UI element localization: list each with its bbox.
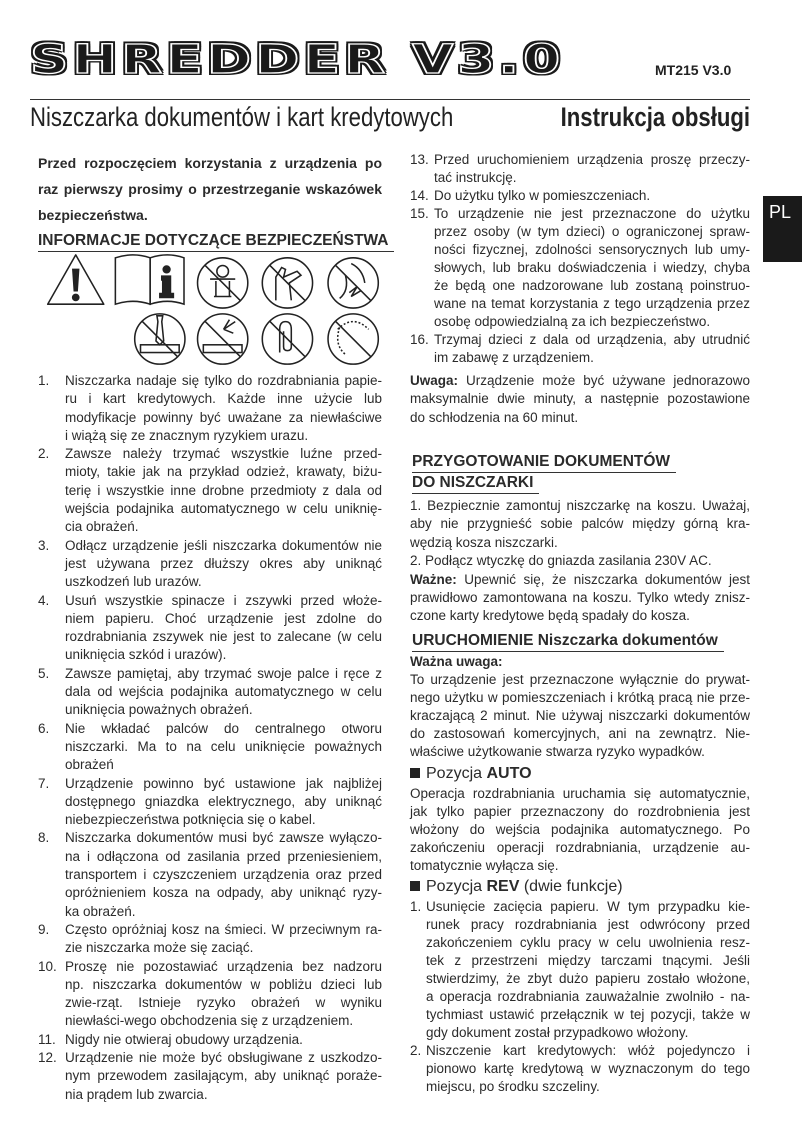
safety-icons <box>38 252 388 368</box>
line-text: dala od wejścia podajnika automatycznego w celu <box>65 684 382 700</box>
text-line <box>410 589 750 607</box>
startup-section <box>410 653 750 761</box>
line-text: Często opróżniaj kosz na śmieci. W przeciwnym ra- <box>65 921 382 937</box>
rev-mode-heading <box>410 877 623 897</box>
line-text: niebezpieczeństwa potknięcia się o kabel. <box>65 812 316 828</box>
text-line <box>434 331 750 349</box>
text-line <box>410 689 750 707</box>
line-text: niem papieru. Choć urządzenie jest zdolne do <box>65 610 382 626</box>
safety-list <box>38 372 382 1104</box>
text-line <box>65 628 382 646</box>
safety-heading <box>38 231 394 252</box>
line-text: ru i kart kredytowych. Każde inne użycie lub <box>65 391 382 407</box>
line-text: niewłaści-wego obchodzenia się z urządzeniem. <box>65 1013 354 1029</box>
line-text: tychmiast ustawić przełącznik w tej pozycji, także w <box>426 1007 750 1022</box>
text-line <box>65 1031 382 1049</box>
line-text: niszczarki. Ma to na celu uniknięcie poważnych <box>65 738 382 754</box>
list-item <box>410 1042 750 1096</box>
line-text: aby nie przygnieść sobie palców między górną kra- <box>410 516 750 532</box>
item-number: 2. <box>38 446 50 462</box>
item-number: 10. <box>38 958 57 974</box>
text-line <box>410 671 750 689</box>
heading-line <box>412 452 676 473</box>
line-text: 2. Podłącz wtyczkę do gniazda zasilania 230V AC. <box>410 553 712 569</box>
list-item <box>38 958 382 1031</box>
text-line <box>434 223 750 241</box>
text-line <box>410 839 750 857</box>
item-number: 11. <box>38 1031 56 1047</box>
text-line <box>434 349 750 367</box>
text-line <box>65 829 382 847</box>
item-number: 5. <box>38 665 50 681</box>
item-text <box>65 537 382 592</box>
line-text: Nie wkładać palców do centralnego otworu <box>65 720 382 736</box>
bullet-square-icon <box>410 768 420 778</box>
text-line <box>65 994 382 1012</box>
text-line <box>426 934 750 952</box>
text-line <box>65 610 382 628</box>
text-line <box>65 463 382 481</box>
text-line <box>426 988 750 1006</box>
line-text: raz pierwszy prosimy o przestrzeganie wskazówek <box>38 181 382 197</box>
line-text: Trzymaj dzieci z dala od urządzenia, aby utrudnić <box>434 332 750 347</box>
line-text: do zastosowań komercyjnych, ani na zewnątrz. Nie- <box>410 726 750 741</box>
no-children-icon <box>198 258 248 308</box>
text-line <box>426 1006 750 1024</box>
line-text: runek pracy rozdrabniania jest odwrócony przed <box>426 917 750 932</box>
rev-keyword: REV <box>486 878 520 895</box>
preparation-steps <box>410 497 750 626</box>
line-text: Upewnić się, że niszczarka dokumentów jest <box>464 571 750 587</box>
list-item <box>38 829 382 920</box>
text-line <box>426 1024 750 1042</box>
line-text: np. niszczarka dokumentów w pobliżu dzieci lub <box>65 976 382 992</box>
text-line <box>434 205 750 223</box>
line-text: modyfikacje powinny być uważane za niewłaściwe <box>65 409 382 425</box>
model-number: MT215 V3.0 <box>655 62 732 78</box>
line-text: Odłącz urządzenie jeśli niszczarka dokumentów nie <box>65 537 382 553</box>
note-label: Ważne: <box>410 571 457 587</box>
text-line <box>65 482 382 500</box>
line-text: Proszę nie pozostawiać urządzenia bez nadzoru <box>65 958 382 974</box>
line-text: To urządzenie nie jest przeznaczone do użytku <box>434 206 750 221</box>
text-line <box>65 958 382 976</box>
line-text: tomatycznie wyłącza się. <box>410 858 559 873</box>
heading-text: PRZYGOTOWANIE DOKUMENTÓW <box>412 452 676 473</box>
rev-prefix: Pozycja <box>426 878 483 895</box>
text-line <box>410 409 750 427</box>
startup-heading-text: URUCHOMIENIE Niszczarka dokumentów <box>412 631 724 652</box>
text-line <box>65 848 382 866</box>
text-line <box>434 277 750 295</box>
item-text <box>65 372 382 445</box>
line-text: dostępnego gniazdka elektrycznego, aby uniknąć <box>65 793 382 809</box>
text-line <box>410 607 750 625</box>
line-text: a operacja rozdrabniania zauważalnie zwolniło - na- <box>426 989 750 1004</box>
text-line <box>410 857 750 875</box>
text-line <box>65 573 382 591</box>
line-text: Przed rozpoczęciem korzystania z urządzenia po <box>38 155 382 171</box>
note-label: Uwaga: <box>410 373 459 388</box>
text-line <box>65 866 382 884</box>
line-text: Nigdy nie otwieraj obudowy urządzenia. <box>65 1031 303 1047</box>
text-line <box>65 775 382 793</box>
item-text <box>65 829 382 920</box>
line-text: wędzią kosza niszczarki. <box>410 534 558 550</box>
text-line <box>65 372 382 390</box>
list-item <box>410 187 750 205</box>
line-text: Niszczarka nadaje się tylko do rozdrabniania papie- <box>65 373 382 388</box>
line-text: właściwe użytkowanie stwarza ryzyko wypadków. <box>410 744 705 759</box>
line-text: Operacja rozdrabniania uruchamia się automatycznie, <box>410 786 750 801</box>
text-line <box>426 1078 750 1096</box>
text-line <box>65 921 382 939</box>
item-number: 15. <box>410 206 429 221</box>
text-line <box>410 515 750 533</box>
text-line <box>38 202 382 228</box>
line-text: transportem i czyszczeniem urządzenia oraz przed <box>65 867 382 883</box>
text-line <box>410 803 750 821</box>
safety-heading-text: INFORMACJE DOTYCZĄCE BEZPIECZEŃSTWA <box>38 231 394 252</box>
line-text: ności fizycznej, zdolności sensorycznych lub umy- <box>434 242 750 257</box>
text-line <box>65 939 382 957</box>
line-text: zakończeniu operacji rozdrabniania, urządzenie au- <box>410 840 750 855</box>
usage-note <box>410 372 750 427</box>
text-line <box>38 176 382 202</box>
text-line <box>410 707 750 725</box>
text-line <box>434 187 750 205</box>
list-item <box>38 1031 382 1049</box>
text-line <box>410 571 750 589</box>
text-line <box>410 725 750 743</box>
text-line <box>65 738 382 756</box>
text-line <box>65 665 382 683</box>
item-number: 16. <box>410 332 429 347</box>
no-paperclips-icon <box>262 314 312 364</box>
line-text: Przed uruchomieniem urządzenia proszę przeczy- <box>434 152 750 167</box>
no-aerosol-icon <box>198 314 248 364</box>
item-number: 14. <box>410 188 429 203</box>
item-number: 7. <box>38 775 50 791</box>
rev-mode-list <box>410 898 750 1096</box>
text-line <box>410 552 750 570</box>
line-text: zie niszczarka może się zaciąć. <box>65 940 254 956</box>
auto-mode-heading <box>410 764 532 784</box>
rev-suffix: (dwie funkcje) <box>523 878 623 895</box>
item-text <box>426 898 750 1042</box>
item-text <box>434 331 750 367</box>
text-line <box>434 169 750 187</box>
text-line <box>65 1086 382 1104</box>
text-line <box>65 445 382 463</box>
item-number: 4. <box>38 592 50 608</box>
text-line <box>65 903 382 921</box>
line-text: maksymalnie dwie minuty, a następnie pozostawione <box>410 391 750 407</box>
line-text: osobę odpowiedzialną za ich bezpieczeństwo. <box>434 314 711 329</box>
text-line <box>65 518 382 536</box>
line-text: kraczającą 2 minut. Nie używaj niszczarki dokumentów <box>410 708 750 723</box>
list-item <box>410 205 750 331</box>
item-text <box>65 1031 382 1049</box>
list-item <box>38 537 382 592</box>
item-text <box>434 187 750 205</box>
text-line <box>65 409 382 427</box>
line-text: Zawsze należy trzymać wszystkie luźne przed- <box>65 446 382 462</box>
text-line <box>410 785 750 803</box>
text-line <box>426 898 750 916</box>
no-long-hair-icon <box>328 258 378 308</box>
text-line <box>65 1012 382 1030</box>
line-text: tać instrukcję. <box>434 170 517 185</box>
line-text: 1. Bezpiecznie zamontuj niszczarkę na koszu. Uważaj, <box>410 498 750 513</box>
text-line <box>65 1049 382 1067</box>
important-subheading: Ważna uwaga: <box>410 654 503 669</box>
item-number: 2. <box>410 1043 422 1058</box>
line-text: prawidłowo zamontowana na koszu. Tylko wtedy znisz- <box>410 590 750 606</box>
heading-line <box>412 473 676 494</box>
text-line <box>410 534 750 552</box>
list-item <box>410 898 750 1042</box>
list-item <box>38 592 382 665</box>
read-manual-icon <box>115 255 184 304</box>
line-text: wejścia podajnika automatycznego w celu uniknię- <box>65 501 382 517</box>
list-item <box>38 775 382 830</box>
manual-title: Instrukcja obsługi <box>560 102 750 132</box>
list-item <box>38 1049 382 1104</box>
line-text: uszkodzeń lub urazów. <box>65 574 202 590</box>
text-line <box>65 884 382 902</box>
item-text <box>65 445 382 536</box>
line-text: nia prądem lub zwarcia. <box>65 1086 208 1102</box>
text-line <box>426 1060 750 1078</box>
line-text: gdy dokument został przypadkowo włożony. <box>426 1025 689 1040</box>
item-number: 9. <box>38 921 50 937</box>
line-text: rozdrabniania zszywek nie jest to zalecane (w celu <box>65 629 382 645</box>
item-text <box>65 775 382 830</box>
item-number: 8. <box>38 830 50 846</box>
text-line <box>65 646 382 664</box>
line-text: miejscu, po środku szczeliny. <box>426 1079 600 1094</box>
warning-icon <box>48 255 104 304</box>
line-text: i wiążą się ze znacznym ryzykiem urazu. <box>65 427 309 443</box>
line-text: Niszczarka dokumentów musi być zawsze wyłączo- <box>65 830 382 846</box>
line-text: To urządzenie jest przeznaczone wyłącznie do prywat- <box>410 672 750 687</box>
item-number: 1. <box>410 899 422 914</box>
text-line <box>434 313 750 331</box>
text-line <box>426 970 750 988</box>
item-text <box>65 665 382 720</box>
list-item <box>410 151 750 187</box>
text-line <box>65 390 382 408</box>
text-line <box>65 592 382 610</box>
line-text: Do użytku tylko w pomieszczeniach. <box>434 188 651 203</box>
header-divider <box>30 99 750 100</box>
no-ties-icon <box>135 314 185 364</box>
startup-heading <box>412 631 724 652</box>
text-line <box>434 295 750 313</box>
item-text <box>65 921 382 958</box>
heading-text: DO NISZCZARKI <box>412 473 539 494</box>
text-line <box>426 916 750 934</box>
list-item <box>38 665 382 720</box>
line-text: tek z przestrzeni między tarczami tnącymi. Jeśli <box>426 953 750 968</box>
text-line <box>65 500 382 518</box>
language-tab: PL <box>763 196 802 262</box>
product-subtitle: Niszczarka dokumentów i kart kredytowych <box>30 102 454 132</box>
text-line <box>65 1067 382 1085</box>
line-text: nego użytku w pomieszczeniach i krótką pracą nie prze- <box>410 690 750 705</box>
item-text <box>65 592 382 665</box>
text-line <box>410 390 750 408</box>
text-line <box>410 372 750 390</box>
no-hands-icon <box>262 258 312 308</box>
text-line <box>426 1042 750 1060</box>
item-text <box>65 958 382 1031</box>
item-number: 12. <box>38 1049 57 1065</box>
line-text: Urządzenie powinno być ustawione jak najbliżej <box>65 775 382 791</box>
line-text: Urządzenie nie może być obsługiwane z uszkodzo- <box>65 1049 382 1065</box>
text-line <box>434 241 750 259</box>
list-item <box>38 720 382 775</box>
line-text: uniknięcia szkód i urazów). <box>65 647 227 663</box>
line-text: Zawsze pamiętaj, aby trzymać swoje palce i ręce z <box>65 665 382 681</box>
safety-list-continued <box>410 151 750 367</box>
text-line <box>65 811 382 829</box>
line-text: czone karty kredytowe będą spadały do kosza. <box>410 608 690 624</box>
auto-keyword: AUTO <box>486 765 532 782</box>
line-text: Niszczenie kart kredytowych: włóż pojedynczo i <box>426 1043 750 1058</box>
auto-prefix: Pozycja <box>426 765 483 782</box>
line-text: im zabawę z urządzeniem. <box>434 350 594 365</box>
line-text: do schłodzenia na 60 minut. <box>410 409 579 425</box>
line-text: przez osoby (w tym dzieci) o ograniczonej spraw- <box>434 224 750 239</box>
item-number: 6. <box>38 720 50 736</box>
text-line <box>65 756 382 774</box>
text-line <box>65 427 382 445</box>
brand-logo <box>30 36 630 86</box>
line-text: opróżnieniem kosza na odpady, aby uniknąć ryzy- <box>65 885 382 901</box>
item-number: 1. <box>38 373 50 388</box>
line-text: mioty, takie jak na przykład odzież, krawaty, biżu- <box>65 464 382 480</box>
text-line <box>410 821 750 839</box>
line-text: Usunięcie zacięcia papieru. W tym przypadku kie- <box>426 899 750 914</box>
text-line <box>65 720 382 738</box>
text-line <box>434 259 750 277</box>
line-text: nym przewodem zasilającym, aby uniknąć poraże- <box>65 1068 382 1084</box>
text-line <box>65 976 382 994</box>
text-line <box>65 701 382 719</box>
line-text: uniknięcia poważnych obrażeń. <box>65 702 253 718</box>
text-line <box>426 952 750 970</box>
text-line <box>410 497 750 515</box>
text-line <box>410 743 750 761</box>
line-text: stwierdzimy, że zbyt dużo papieru zostało włożone, <box>426 971 750 986</box>
line-text: cia obrażeń. <box>65 519 139 535</box>
item-number: 3. <box>38 537 50 553</box>
auto-mode-text <box>410 785 750 875</box>
text-line <box>65 793 382 811</box>
item-text <box>426 1042 750 1096</box>
item-text <box>434 151 750 187</box>
line-text: jest używana przez dłuższy okres aby uniknąć <box>65 555 382 571</box>
line-text: jak tylko papier przeznaczony do rozdrobnienia jest <box>410 804 750 819</box>
text-line <box>65 683 382 701</box>
line-text: wane na temat korzystania z tego urządzenia przez <box>434 296 750 311</box>
item-text <box>65 720 382 775</box>
bullet-square-icon <box>410 881 420 891</box>
text-line <box>65 537 382 555</box>
brand-logo-text: SHREDDER V3.0 <box>30 36 565 83</box>
line-text: zwie-rząt. Istnieje ryzyko obrażeń w wyniku <box>65 995 382 1011</box>
line-text: bezpieczeństwa. <box>38 207 148 223</box>
item-number: 13. <box>410 152 429 167</box>
list-item <box>38 372 382 445</box>
item-text <box>65 1049 382 1104</box>
line-text: włożony do wejścia podajnika automatycznego. Po <box>410 822 750 837</box>
item-text <box>434 205 750 331</box>
text-line <box>434 151 750 169</box>
line-text: ka obrażeń. <box>65 903 136 919</box>
line-text: terię i wszystkie inne drobne przedmioty z dala od <box>65 482 382 498</box>
intro-text <box>38 150 382 228</box>
line-text: pionowo kartę kredytową w wyznaczonym do tego <box>426 1061 750 1076</box>
no-jewelry-icon <box>328 314 378 364</box>
text-line <box>65 555 382 573</box>
line-text: zakończeniem cyklu pracy w celu uwolnienia resz- <box>426 935 750 950</box>
list-item <box>38 445 382 536</box>
line-text: Urządzenie może być używane jednorazowo <box>465 373 750 388</box>
list-item <box>38 921 382 958</box>
line-text: słowych, lub braku doświadczenia i wiedzy, chyba <box>434 260 750 275</box>
list-item <box>410 331 750 367</box>
line-text: że będą one nadzorowane lub zostaną poinstruo- <box>434 278 750 293</box>
line-text: na i odłączona od zasilania przed przeniesieniem, <box>65 848 382 864</box>
line-text: obrażeń <box>65 757 114 773</box>
line-text: Usuń wszystkie spinacze i zszywki przed włoże- <box>65 592 382 608</box>
preparation-heading <box>412 452 676 494</box>
text-line <box>38 150 382 176</box>
